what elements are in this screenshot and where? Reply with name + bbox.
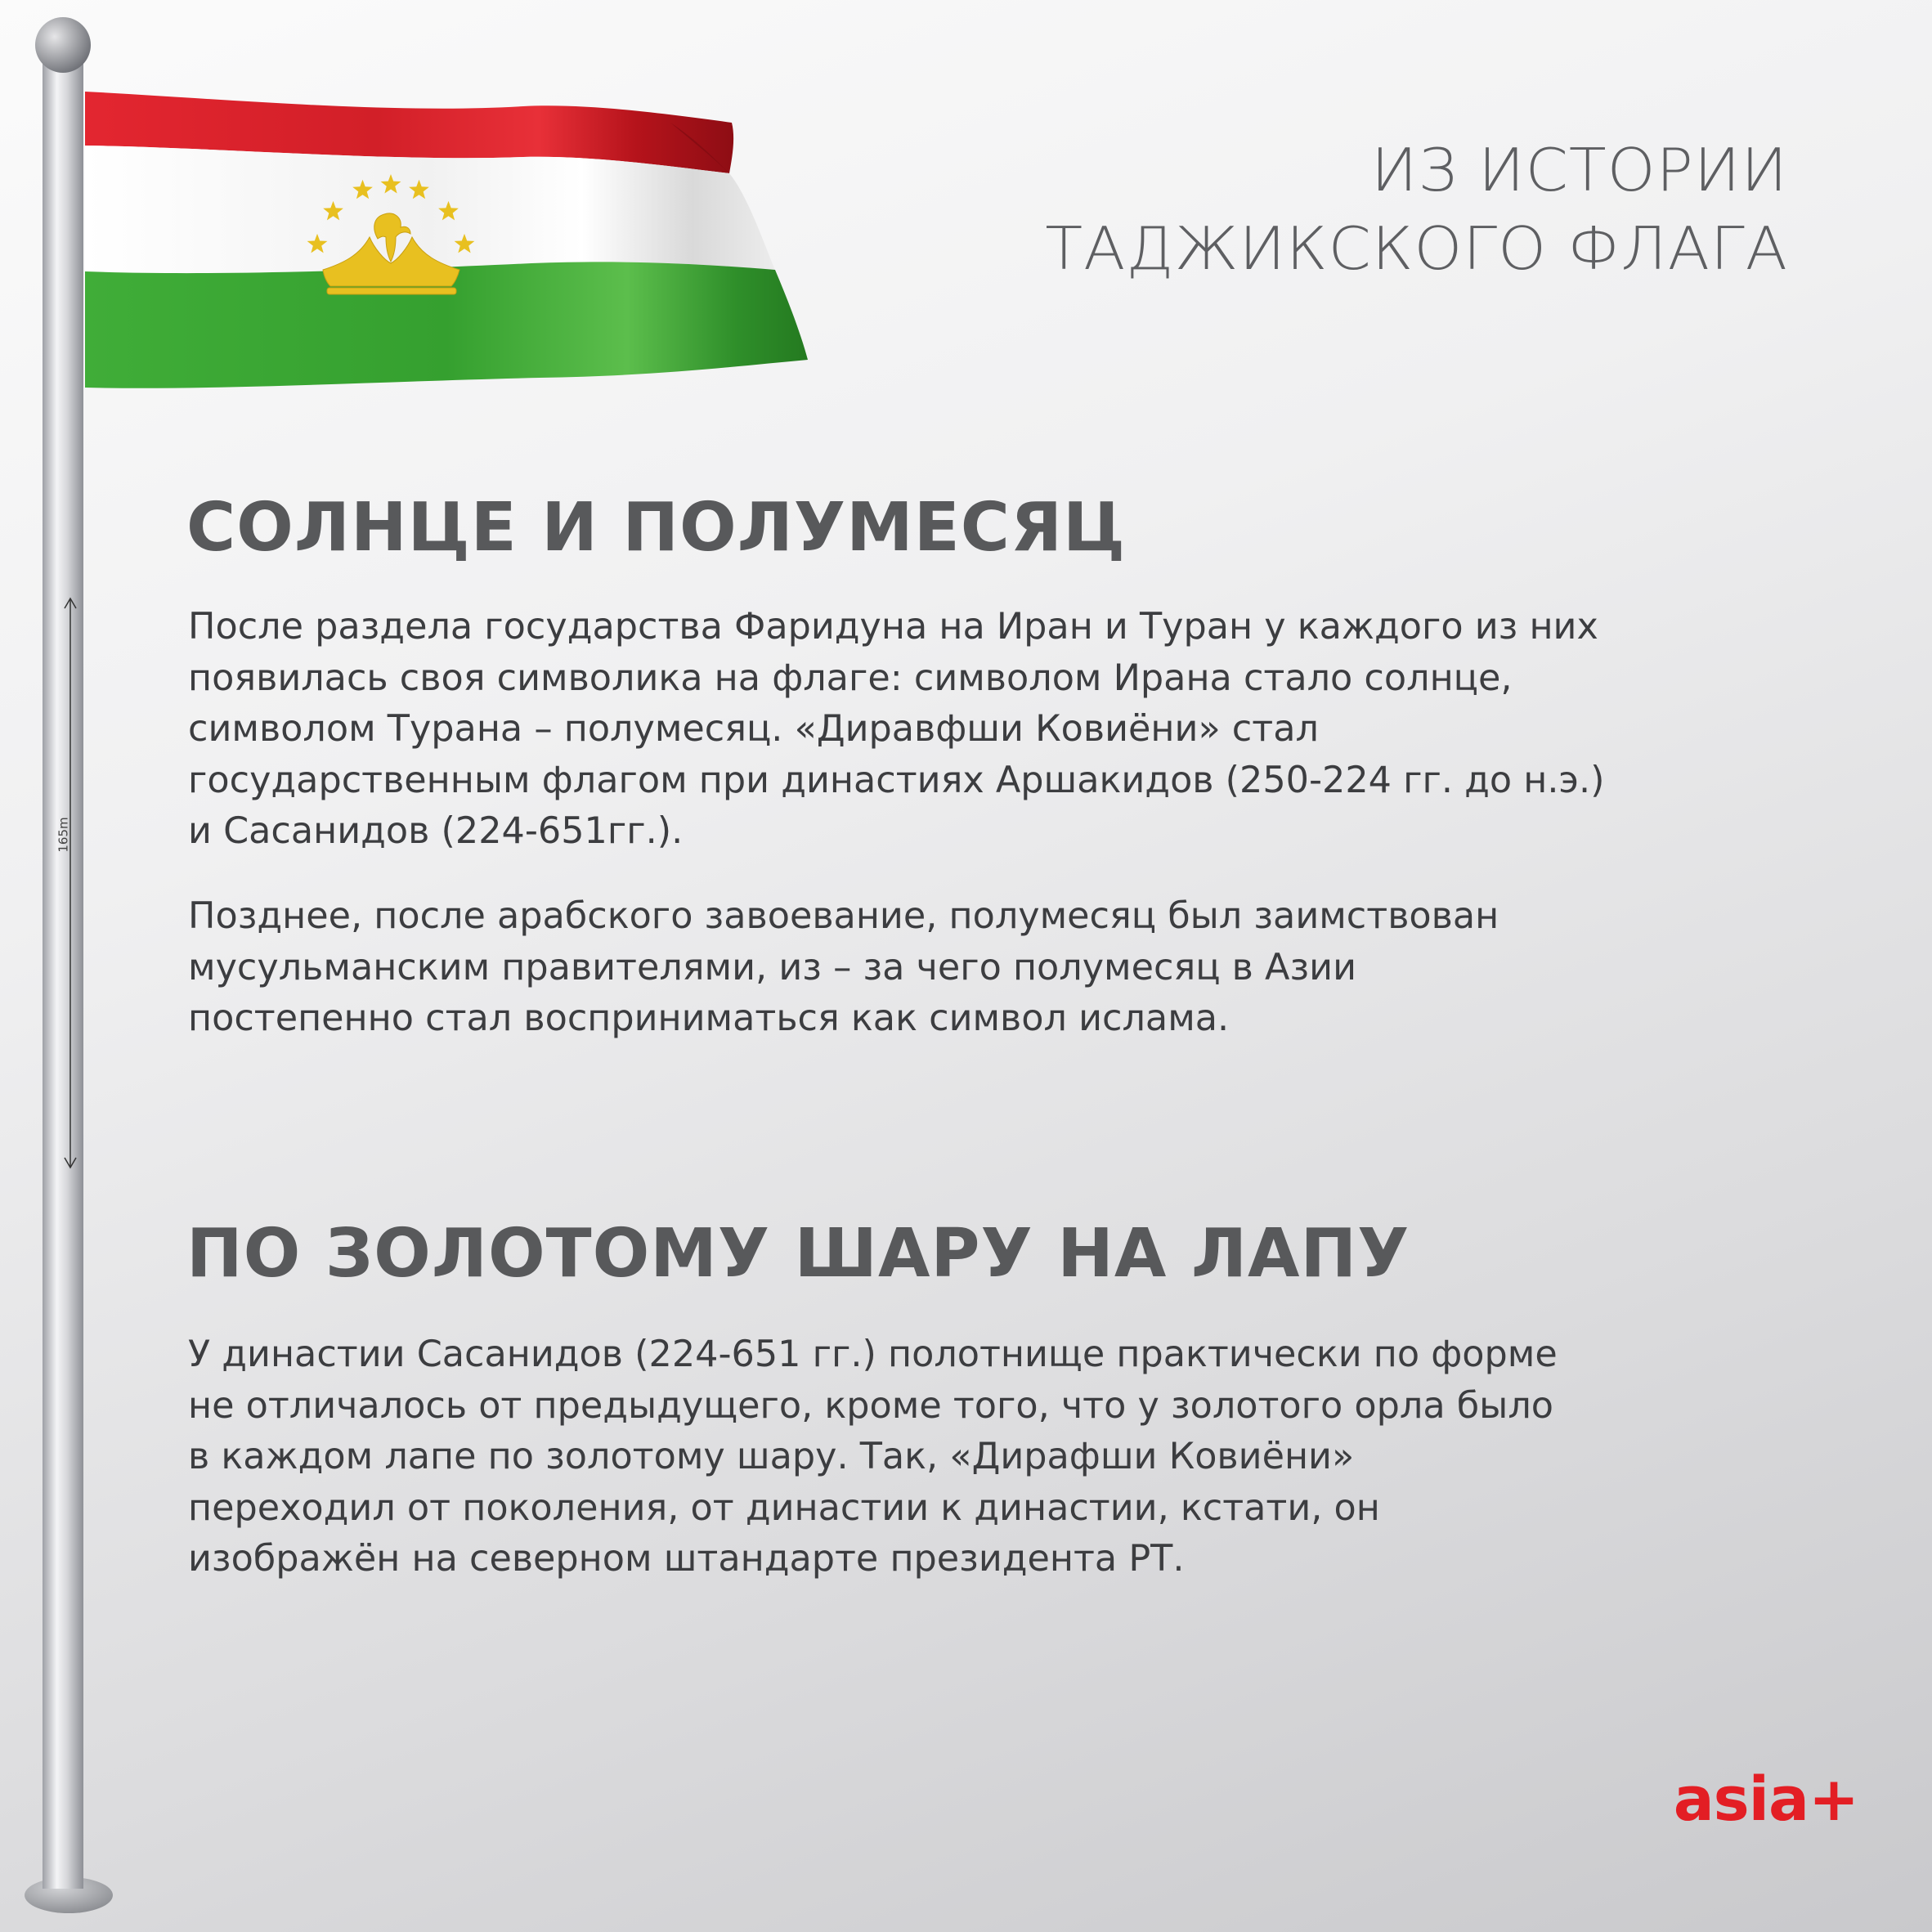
section1-paragraph2 bbox=[188, 891, 1791, 1045]
text-line: постепенно стал восприниматься как символ ислама. bbox=[188, 997, 1230, 1039]
page-title-line2: ТАДЖИКСКОГО ФЛАГА bbox=[1045, 214, 1788, 283]
text-line: и Сасанидов (224-651гг.). bbox=[188, 810, 684, 852]
text-line: После раздела государства Фаридуна на Иран и Туран у каждого из них bbox=[188, 606, 1598, 648]
section2-paragraph1 bbox=[188, 1329, 1791, 1585]
text-line: Позднее, после арабского завоевание, полумесяц был заимствован bbox=[188, 895, 1499, 937]
text-line: У династии Сасанидов (224-651 гг.) полотнище практически по форме bbox=[188, 1334, 1558, 1375]
text-line: символом Турана – полумесяц. «Диравфши Ковиёни» стал bbox=[188, 708, 1319, 750]
text-line: не отличалось от предыдущего, кроме того, что у золотого орла было bbox=[188, 1384, 1553, 1427]
text-line: изображён на северном штандарте президента РТ. bbox=[188, 1538, 1185, 1580]
pole-height-label: 165m bbox=[56, 817, 71, 853]
text-line: переходил от поколения, от династии к династии, кстати, он bbox=[188, 1486, 1380, 1529]
text-line: мусульманским правителями, из – за чего полумесяц в Азии bbox=[188, 946, 1356, 988]
asia-plus-logo: asia+ bbox=[1673, 1764, 1858, 1835]
section1-heading: СОЛНЦЕ И ПОЛУМЕСЯЦ bbox=[186, 489, 1127, 567]
section1-paragraph1 bbox=[188, 602, 1791, 858]
text-line: появилась своя символика на флаге: символом Ирана стало солнце, bbox=[188, 657, 1513, 699]
page-title-line1: ИЗ ИСТОРИИ bbox=[1370, 136, 1788, 204]
page-title bbox=[853, 131, 1788, 288]
text-line: в каждом лапе по золотому шару. Так, «Дирафши Ковиёни» bbox=[188, 1436, 1355, 1477]
tajik-flag-icon bbox=[85, 92, 808, 388]
section2-heading: ПО ЗОЛОТОМУ ШАРУ НА ЛАПУ bbox=[186, 1215, 1410, 1293]
text-line: государственным флагом при династиях Аршакидов (250-224 гг. до н.э.) bbox=[188, 759, 1605, 801]
